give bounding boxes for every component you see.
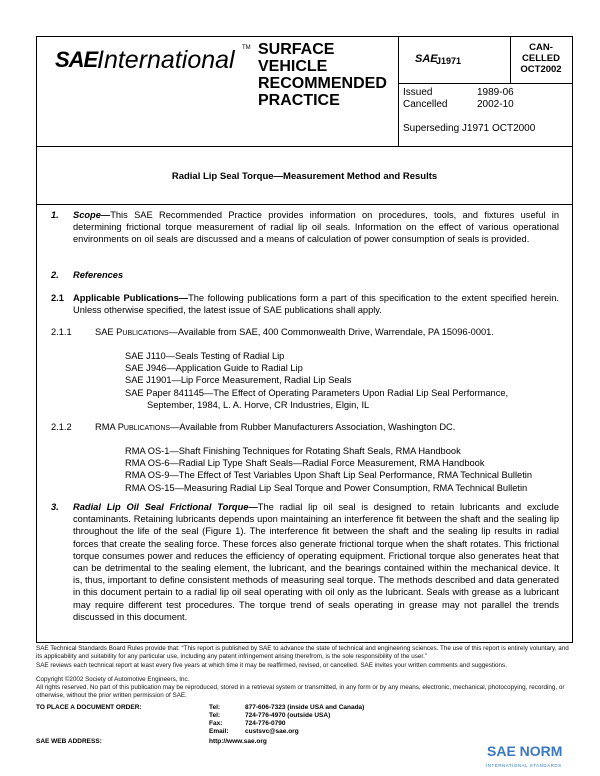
sae-norm-tagline: INTERNATIONAL STANDARDS: [486, 763, 562, 768]
section-number: 3.: [51, 502, 59, 512]
section-number: 1.: [51, 210, 59, 220]
section-text: The radial lip oil seal is designed to retain lubricants and exclude contaminants. Retaining lubricants depends upon maintaining an interference fit between the shaft and the sealing lip throughout the life of the seal (Figure 1). The interference fit between the shaft and the sealing lip results in radial forces that create the sealing force. These forces also generate frictional torque when the shaft rotates. This frictional torque consumes power and reduces the efficiency of operating equipment. Frictional torque also generates heat that can be detrimental to the sealing element, the lubricant, and the bearings contained within the mechanical device. It is, thus, important to define consistent methods of measuring seal torque. The methods described and data generated in this document pertain to a radial lip oil seal operating with oil only as the lubricant. Seals with grease as a lubricant may require different test procedures. The torque trend of seals operating in grease may not parallel the trends discussed in this document.: [73, 502, 559, 622]
section-heading: References: [73, 270, 124, 280]
section-heading: Radial Lip Oil Seal Frictional Torque—: [73, 502, 258, 512]
sae-publications-paragraph: [51, 326, 559, 338]
rma-reference-list: [125, 445, 565, 494]
section-text: This SAE Recommended Practice provides information on procedures, tools, and fixtures useful in determining frictional torque measurement of radial lip oil seals. Information on the effect of various operational environments on oil seals are discussed and a means of calculation of power consumption of seals is provided.: [73, 210, 559, 245]
tel-value[interactable]: 877-606-7323 (inside USA and Canada): [245, 704, 365, 711]
sae-norm-logo: SAE NORM: [487, 743, 563, 759]
doc-type-line: PRACTICE: [258, 92, 340, 109]
document-number: J1971: [436, 56, 462, 66]
status-line: CAN-: [529, 42, 553, 53]
doc-type-line: RECOMMENDED: [258, 75, 387, 92]
cancelled-label: Cancelled: [403, 99, 448, 110]
small-sae-logo: SAE: [415, 53, 438, 65]
document-frame: [36, 36, 573, 643]
reference-item: SAE J946—Application Guide to Radial Lip: [125, 363, 303, 374]
reference-item: RMA OS-1—Shaft Finishing Techniques for Rotating Shaft Seals, RMA Handbook: [125, 446, 461, 456]
web-value[interactable]: http://www.sae.org: [209, 738, 267, 745]
section-text: —Available from SAE, 400 Commonwealth Drive, Warrendale, PA 15096-0001.: [168, 327, 494, 337]
rights-note: All rights reserved. No part of this publication may be reproduced, stored in a retrieval system or transmitted, in any form or by any means, electronic, mechanical, photocopying, recording, or otherwise, without the prior written permission of SAE.: [36, 684, 565, 699]
doc-type-line: SURFACE: [258, 41, 335, 58]
section-text: The following publications form a part of this specification to the extent specified herein. Unless otherwise specified, the latest issue of SAE publications shall apply.: [73, 293, 559, 316]
section-number: 2.1: [51, 293, 64, 303]
sae-logo-wordmark: International: [97, 46, 235, 74]
reference-item: SAE J1901—Lip Force Measurement, Radial Lip Seals: [125, 375, 352, 386]
section-scope: [51, 209, 559, 246]
reference-item: RMA OS-9—The Effect of Test Variables Upon Shaft Lip Seal Performance, RMA Technical Bulletin: [125, 470, 533, 481]
section-heading: SAE Publications: [95, 327, 169, 337]
reference-item: RMA OS-15—Measuring Radial Lip Seal Torque and Power Consumption, RMA Technical Bulletin: [125, 482, 528, 493]
doc-type-line: VEHICLE: [258, 58, 328, 75]
reference-item: SAE J110—Seals Testing of Radial Lip: [125, 351, 285, 361]
section-heading: RMA Publications: [95, 422, 171, 432]
issued-date: 1989-06: [477, 87, 514, 98]
sae-logo-mark: SAE: [55, 47, 98, 72]
applicable-paragraph: [51, 292, 559, 316]
fax-value: 724-776-0790: [245, 720, 286, 727]
web-label: SAE WEB ADDRESS:: [36, 738, 102, 745]
sae-reference-list: [125, 350, 555, 411]
trademark-mark: TM: [242, 45, 251, 51]
document-title: Radial Lip Seal Torque—Measurement Method and Results: [171, 171, 438, 182]
fax-label: Fax:: [209, 720, 223, 727]
cancelled-status: [511, 42, 571, 75]
cancelled-date: 2002-10: [477, 99, 514, 110]
section-number: 2.1.2: [51, 422, 72, 432]
section-rma-publications: [51, 421, 559, 433]
status-line: OCT2002: [520, 64, 562, 75]
section-frictional-torque: [51, 501, 559, 623]
tel2-value[interactable]: 724-776-4970 (outside USA): [245, 712, 331, 719]
section-heading: Applicable Publications—: [73, 293, 189, 303]
superseding-note: Superseding J1971 OCT2000: [403, 123, 536, 134]
reference-item: RMA OS-6—Radial Lip Type Shaft Seals—Radial Force Measurement, RMA Handbook: [125, 458, 485, 469]
tel-label: Tel:: [209, 704, 221, 711]
scope-paragraph: [51, 209, 559, 246]
section-references: [51, 269, 559, 281]
reference-item: SAE Paper 841145—The Effect of Operating Parameters Upon Radial Lip Seal Performance, September, 1984, L. A. Horve, CR Industries, Elgin, IL: [125, 387, 509, 410]
review-note: SAE reviews each technical report at least every five years at which time it may be reaffirmed, revised, or cancelled. SAE invites your written comments and suggestions.: [36, 662, 507, 669]
rma-publications-paragraph: [51, 421, 559, 433]
header-divider: [37, 146, 572, 147]
section-applicable-publications: [51, 292, 559, 316]
tel2-label: Tel:: [209, 712, 221, 719]
status-line: CELLED: [522, 53, 560, 64]
section-number: 2.1.1: [51, 327, 72, 337]
frictional-torque-paragraph: [51, 501, 559, 623]
section-text: —Available from Rubber Manufacturers Association, Washington DC.: [170, 422, 456, 432]
issued-label: Issued: [403, 87, 433, 98]
board-rules-note: SAE Technical Standards Board Rules provide that: “This report is published by SAE to advance the state of technical and engineering sciences. The use of this report is entirely voluntary, and its applicability and suitability for any particular use, including any patent infringement arising therefrom, is the sole responsibility of the user.”: [36, 645, 569, 660]
email-label: Email:: [209, 728, 229, 735]
section-number: 2.: [51, 270, 59, 280]
order-label: TO PLACE A DOCUMENT ORDER:: [36, 704, 142, 711]
copyright-note: Copyright ©2002 Society of Automotive Engineers, Inc.: [36, 676, 190, 683]
section-heading: Scope—: [73, 210, 111, 220]
section-sae-publications: [51, 326, 559, 338]
title-divider: [37, 204, 572, 205]
email-value[interactable]: custsvc@sae.org: [245, 728, 299, 735]
